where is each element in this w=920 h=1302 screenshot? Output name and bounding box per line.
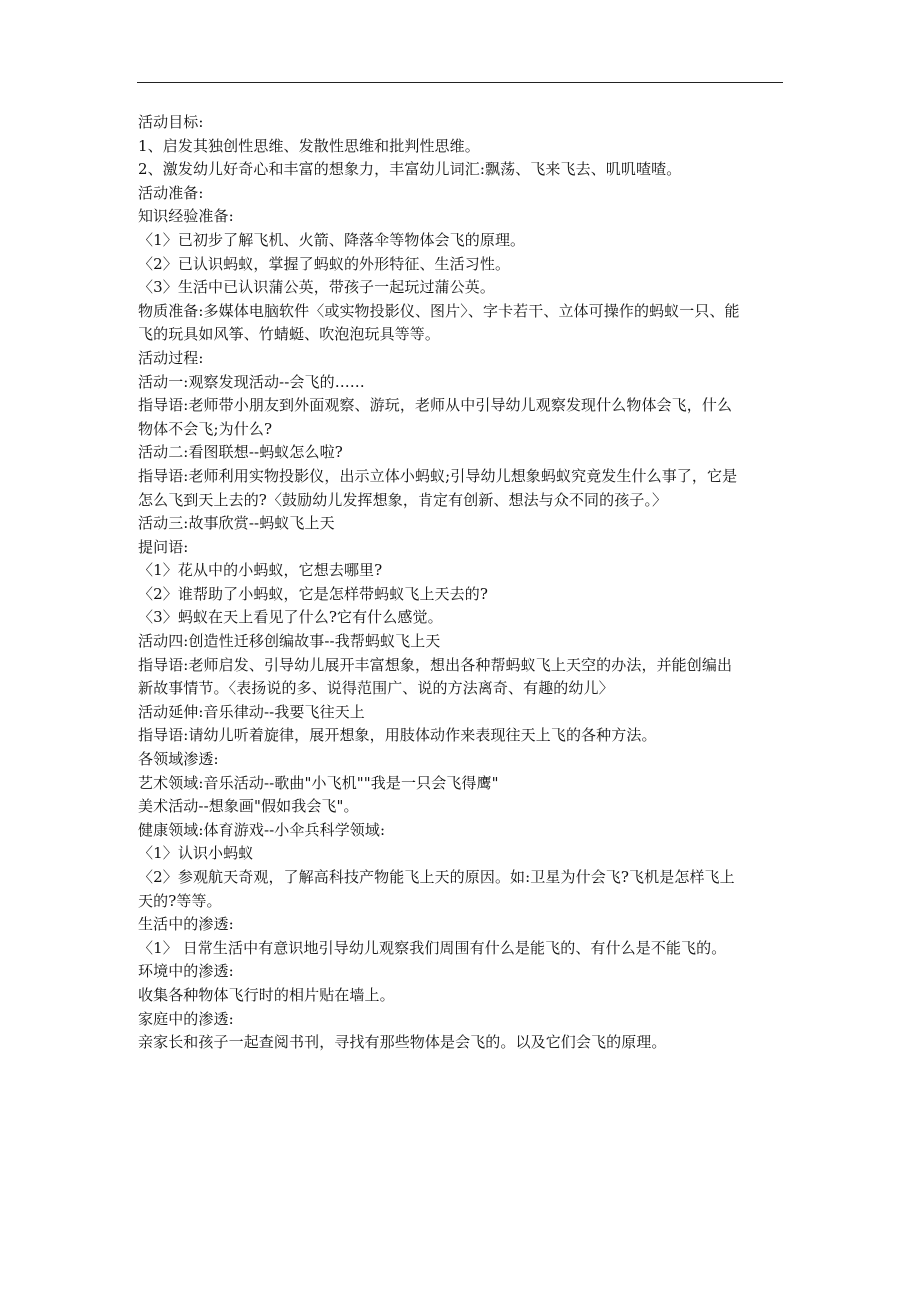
text-line: 活动四:创造性迁移创编故事--我帮蚂蚁飞上天 xyxy=(138,632,441,651)
text-line: 〈1〉已初步了解飞机、火箭、降落伞等物体会飞的原理。 xyxy=(138,230,526,249)
text-line: 各领域渗透: xyxy=(138,750,219,769)
text-line: 新故事情节。〈表扬说的多、说得范围广、说的方法离奇、有趣的幼儿〉 xyxy=(138,679,614,698)
text-line: 〈1〉 日常生活中有意识地引导幼儿观察我们周围有什么是能飞的、有什么是不能飞的。 xyxy=(138,938,727,957)
text-line: 活动一:观察发现活动--会飞的…… xyxy=(138,372,365,391)
text-line: 家庭中的渗透: xyxy=(138,1009,234,1028)
text-line: 美术活动--想象画"假如我会飞"。 xyxy=(138,797,359,816)
text-line: 健康领域:体育游戏--小伞兵科学领域: xyxy=(138,820,386,839)
text-line: 〈2〉参观航天奇观，了解高科技产物能飞上天的原因。如:卫星为什会飞?飞机是怎样飞上 xyxy=(138,868,735,886)
text-line: 〈2〉已认识蚂蚁，掌握了蚂蚁的外形特征、生活习性。 xyxy=(138,254,511,273)
text-line: 物体不会飞;为什么? xyxy=(138,419,273,438)
text-line: 收集各种物体飞行时的相片贴在墙上。 xyxy=(138,985,395,1004)
text-line: 生活中的渗透: xyxy=(138,915,234,934)
text-line: 提问语: xyxy=(138,537,189,556)
text-line: 〈1〉认识小蚂蚁 xyxy=(138,844,254,863)
document-body xyxy=(138,111,788,1055)
text-line: 活动延伸:音乐律动--我要飞往天上 xyxy=(138,702,365,721)
text-line: 环境中的渗透: xyxy=(138,962,234,981)
text-line: 指导语:老师利用实物投影仪，出示立体小蚂蚁;引导幼儿想象蚂蚁究竟发生什么事了，它是 xyxy=(138,466,738,485)
text-line: 活动过程: xyxy=(138,348,204,367)
text-line: 〈3〉生活中已认识蒲公英，带孩子一起玩过蒲公英。 xyxy=(138,278,495,297)
text-line: 1、启发其独创性思维、发散性思维和批判性思维。 xyxy=(138,136,480,155)
text-line: 飞的玩具如风筝、竹蜻蜓、吹泡泡玩具等等。 xyxy=(138,325,441,344)
header-rule xyxy=(137,82,783,83)
text-line: 〈2〉谁帮助了小蚂蚁，它是怎样带蚂蚁飞上天去的? xyxy=(138,584,488,603)
text-line: 活动准备: xyxy=(138,183,204,202)
text-line: 物质准备:多媒体电脑软件〈或实物投影仪、图片〉、字卡若干、立体可操作的蚂蚁一只、能 xyxy=(138,301,740,320)
text-line: 艺术领域:音乐活动--歌曲"小飞机""我是一只会飞得鹰" xyxy=(138,773,499,792)
text-line: 活动三:故事欣赏--蚂蚁飞上天 xyxy=(138,514,335,533)
text-line: 指导语:老师带小朋友到外面观察、游玩，老师从中引导幼儿观察发现什么物体会飞，什么 xyxy=(138,396,733,415)
text-line: 〈3〉蚂蚁在天上看见了什么?它有什么感觉。 xyxy=(138,608,443,627)
text-line: 亲家长和孩子一起查阅书刊，寻找有那些物体是会飞的。以及它们会飞的原理。 xyxy=(138,1033,667,1052)
text-line: 指导语:请幼儿听着旋律，展开想象，用肢体动作来表现往天上飞的各种方法。 xyxy=(138,726,657,745)
text-line: 2、激发幼儿好奇心和丰富的想象力，丰富幼儿词汇:飘荡、飞来飞去、叽叽喳喳。 xyxy=(138,160,682,179)
text-line: 天的?等等。 xyxy=(138,891,222,910)
text-line: 活动目标: xyxy=(138,113,204,131)
text-line: 〈1〉花从中的小蚂蚁，它想去哪里? xyxy=(138,561,383,580)
text-line: 知识经验准备: xyxy=(138,207,234,226)
text-line: 指导语:老师启发、引导幼儿展开丰富想象，想出各种帮蚂蚁飞上天空的办法，并能创编出 xyxy=(138,655,733,674)
text-line: 怎么飞到天上去的?〈鼓励幼儿发挥想象，肯定有创新、想法与众不同的孩子。〉 xyxy=(138,490,668,509)
text-line: 活动二:看图联想--蚂蚁怎么啦? xyxy=(138,443,343,462)
